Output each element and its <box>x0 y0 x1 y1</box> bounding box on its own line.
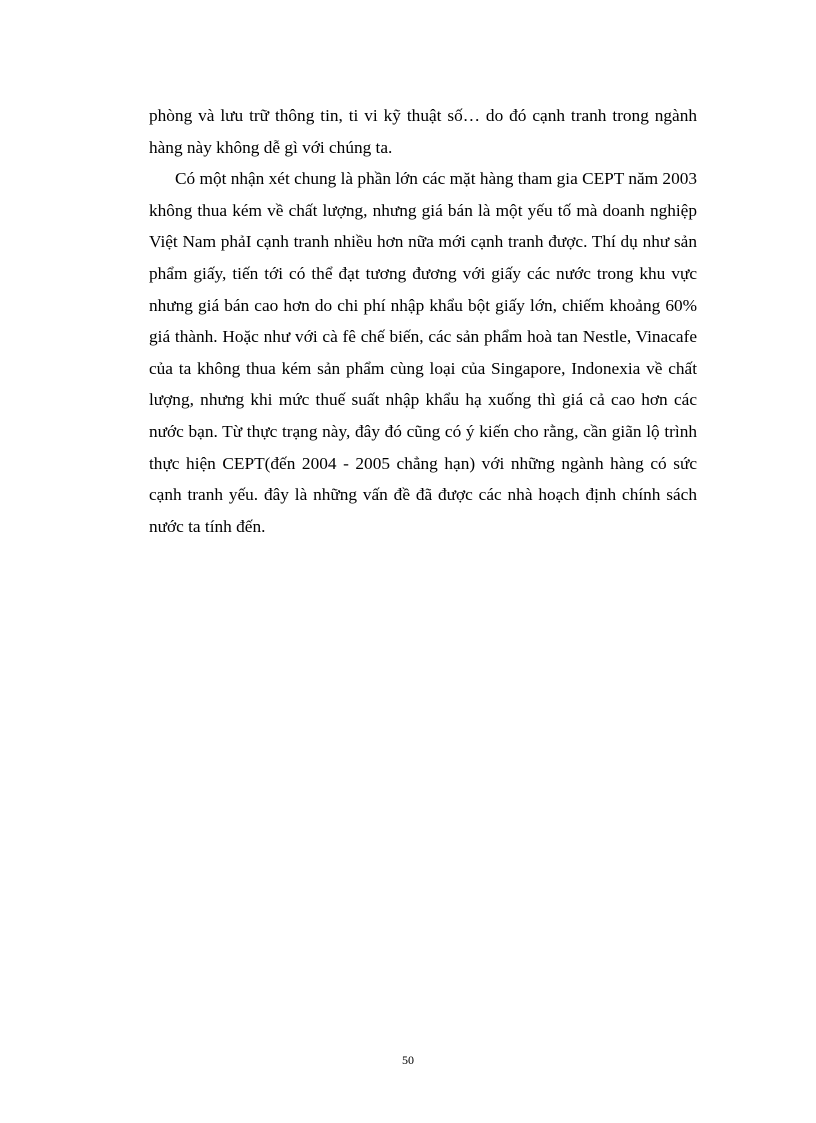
paragraph-continuation: phòng và lưu trữ thông tin, ti vi kỹ thuật số… do đó cạnh tranh trong ngành hàng này không dễ gì với chúng ta. <box>149 106 697 157</box>
paragraph-cept-analysis: Có một nhận xét chung là phần lớn các mặt hàng tham gia CEPT năm 2003 không thua kém về chất lượng, nhưng giá bán là một yếu tố mà doanh nghiệp Việt Nam phảI cạnh tranh nhiều hơn nữa mới cạnh tranh được. Thí dụ như sản phẩm giấy, tiến tới có thể đạt tương đương với giấy các nước trong khu vực nhưng giá bán cao hơn do chi phí nhập khẩu bột giấy lớn, chiếm khoảng 60% giá thành. Hoặc như với cà fê chế biến, các sản phẩm hoà tan Nestle, Vinacafe của ta không thua kém sản phẩm cùng loại của Singapore, Indonexia về chất lượng, nhưng khi mức thuế suất nhập khẩu hạ xuống thì giá cả cao hơn các nước bạn. Từ thực trạng này, đây đó cũng có ý kiến cho rằng, cần giãn lộ trình thực hiện CEPT(đến 2004 - 2005 chẳng hạn) với những ngành hàng có sức cạnh tranh yếu. đây là những vấn đề đã được các nhà hoạch định chính sách nước ta tính đến. <box>149 169 697 536</box>
body-text <box>149 100 697 542</box>
page-number: 50 <box>402 1053 414 1067</box>
